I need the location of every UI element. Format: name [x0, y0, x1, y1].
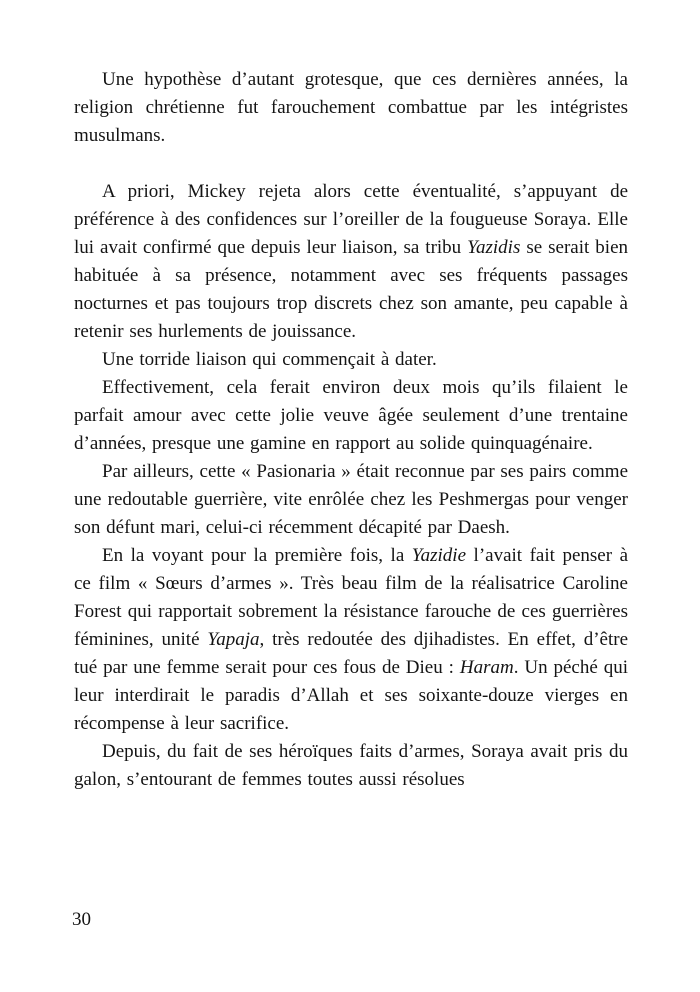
text-segment: , très redoutée des djihadistes. En effet, d’être tué par une femme serait pour ces fous de Dieu : — [74, 629, 628, 678]
text-segment: . Un péché qui leur interdirait le paradis d’Allah et ses soixante-douze vierges en récompense à leur sacrifice. — [74, 657, 628, 734]
paragraph — [74, 66, 628, 150]
text-segment: En la voyant pour la première fois, la — [102, 545, 412, 566]
paragraph — [74, 458, 628, 542]
paragraph — [74, 542, 628, 738]
text-segment: Une torride liaison qui commençait à dater. — [102, 349, 437, 370]
text-segment: Effectivement, cela ferait environ deux mois qu’ils filaient le parfait amour avec cette jolie veuve âgée seulement d’une trentaine d’années, presque une gamine en rapport au solide quinquagénaire. — [74, 377, 628, 454]
paragraph — [74, 178, 628, 346]
text-segment: se serait bien habituée à sa présence, notamment avec ses fréquents passages nocturnes et pas toujours trop discrets chez son amante, peu capable à retenir ses hurlements de jouissance. — [74, 237, 628, 342]
page-number: 30 — [72, 909, 91, 930]
paragraph — [74, 374, 628, 458]
text-segment: l’avait fait penser à ce film « Sœurs d’armes ». Très beau film de la réalisatrice Caroline Forest qui rapportait sobrement la résistance farouche de ces guerrières féminines, unité — [74, 545, 629, 650]
text-segment: Depuis, du fait de ses héroïques faits d’armes, Soraya avait pris du galon, s’entourant de femmes toutes aussi résolues — [74, 741, 628, 790]
text-segment: Par ailleurs, cette « Pasionaria » était reconnue par ses pairs comme une redoutable guerrière, vite enrôlée chez les Peshmergas pour venger son défunt mari, celui-ci récemment décapité par Daesh. — [74, 461, 628, 538]
paragraph — [74, 738, 628, 794]
italic-term: Haram — [459, 657, 514, 678]
text-segment: A priori, Mickey rejeta alors cette éventualité, s’appuyant de préférence à des confidences sur l’oreiller de la fougueuse Soraya. Elle lui avait confirmé que depuis leur liaison, sa tribu — [74, 181, 628, 258]
paragraph — [74, 346, 628, 374]
italic-term: Yazidie — [411, 545, 467, 566]
text-segment: Une hypothèse d’autant grotesque, que ces dernières années, la religion chrétienne fut farouchement combattue par les intégristes musulmans. — [74, 69, 628, 146]
italic-term: Yapaja — [207, 629, 260, 650]
italic-term: Yazidis — [467, 237, 521, 258]
body-text — [74, 66, 628, 794]
